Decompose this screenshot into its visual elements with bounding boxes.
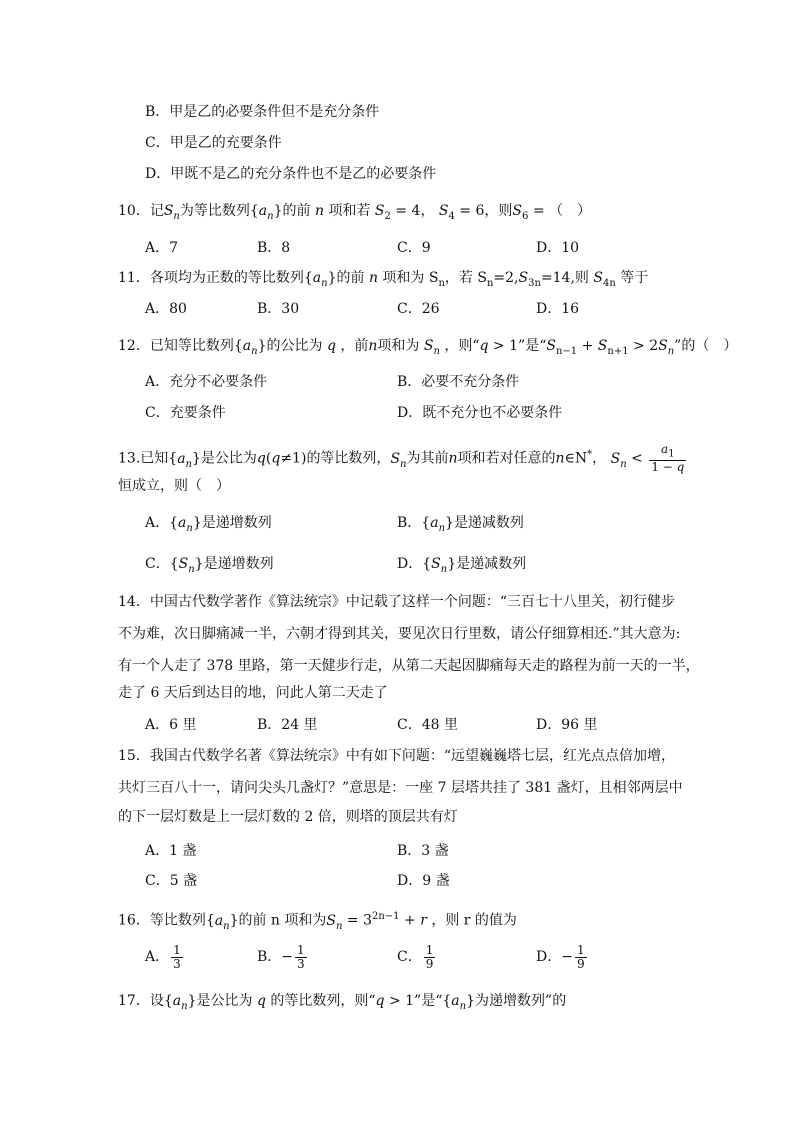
q16-stem: 16．等比数列$\{a_n\}$的前 n 项和为$S_n = 3^{2n-1} + r$ ，则 r 的值为 <box>118 911 517 932</box>
q13-stem: 13.已知$\{a_n\}$是公比为q(q≠1)的等比数列，$S_n$为其前n项和若对任意的n∈N*， $S_n$ < $\frac{a_1}{1 - q}$ <box>118 441 685 475</box>
q10-option-c: C．9 <box>397 240 431 256</box>
q14-line-4: 走了 6 天后到达目的地，问此人第二天走了 <box>118 685 388 701</box>
q16-option-d: D．− $\frac{1}{9}$ <box>536 942 585 971</box>
q14-line-3: 有一个人走了 378 里路，第一天健步行走，从第二天起因脚痛每天走的路程为前一天的一半， <box>118 658 700 674</box>
q12-option-a: A．充分不必要条件 <box>145 374 268 390</box>
q16-option-b: B．− $\frac{1}{3}$ <box>257 942 305 971</box>
q9-option-c: C．甲是乙的充要条件 <box>145 135 282 151</box>
q13-option-b: B．$\{a_n\}$是递减数列 <box>397 515 524 534</box>
q15-line-1: 15．我国古代数学名著《算法统宗》中有如下问题：“远望巍巍塔七层，红光点点倍加增， <box>118 748 675 764</box>
q16-option-a: A． $\frac{1}{3}$ <box>145 942 181 971</box>
q15-line-3: 的下一层灯数是上一层灯数的 2 倍，则塔的顶层共有灯 <box>118 809 458 825</box>
q11-stem: 11．各项均为正数的等比数列$\{a_n\}$的前 n 项和为 $S_n$，若 $S_n=2,S_{3n}=14$,则 $S_{4n}$ 等于 <box>118 270 649 289</box>
q11-option-c: C．26 <box>397 301 440 317</box>
q10-option-a: A．7 <box>145 240 179 256</box>
q14-option-b: B．24 里 <box>257 717 318 733</box>
q15-option-d: D．9 盏 <box>397 873 450 889</box>
q13-option-d: D．$\{S_n\}$是递减数列 <box>397 556 527 575</box>
q12-option-d: D．既不充分也不必要条件 <box>397 405 563 421</box>
q9-option-b: B．甲是乙的必要条件但不是充分条件 <box>145 104 380 120</box>
q15-option-a: A．1 盏 <box>145 843 197 859</box>
q14-line-1: 14．中国古代数学著作《算法统宗》中记载了这样一个问题：“三百七十八里关，初行健步 <box>118 594 675 610</box>
q11-option-a: A．80 <box>145 301 187 317</box>
q10-stem: 10．记$S_n$为等比数列$\{a_n\}$的前 n 项和若 $S_2 = 4$， $S_4 = 6$，则$S_6$ = （ ） <box>118 203 592 222</box>
q10-option-d: D．10 <box>536 240 580 256</box>
q11-option-d: D．16 <box>536 301 580 317</box>
q11-option-b: B．30 <box>257 301 300 317</box>
q14-option-a: A．6 里 <box>145 717 197 733</box>
q14-line-2: 不为难，次日脚痛减一半，六朝才得到其关，要见次日行里数，请公仔细算相还.”其大意为: <box>118 626 681 642</box>
q13-option-a: A．$\{a_n\}$是递增数列 <box>145 515 272 534</box>
q13-stem-tail: 恒成立，则（ ） <box>118 478 230 494</box>
q15-option-c: C．5 盏 <box>145 873 198 889</box>
q14-option-c: C．48 里 <box>397 717 458 733</box>
q12-option-c: C．充要条件 <box>145 405 226 421</box>
q17-stem: 17．设$\{a_n\}$是公比为 q 的等比数列，则“q > 1”是“$\{a_n\}$为递增数列”的 <box>118 993 567 1012</box>
q14-option-d: D．96 里 <box>536 717 598 733</box>
q13-option-c: C．$\{S_n\}$是递增数列 <box>145 556 274 575</box>
q12-option-b: B．必要不充分条件 <box>397 374 520 390</box>
q9-option-d: D．甲既不是乙的充分条件也不是乙的必要条件 <box>145 166 437 182</box>
q16-option-c: C． $\frac{1}{9}$ <box>397 942 434 971</box>
q12-stem: 12．已知等比数列$\{a_n\}$的公比为 q ，前n项和为 $S_n$ ，则“q > 1”是“$S_{n-1} + S_{n+1} > 2S_n$”的（ ） <box>118 338 738 357</box>
q15-option-b: B．3 盏 <box>397 843 449 859</box>
q15-line-2: 共灯三百八十一，请问尖头几盏灯？”意思是：一座 7 层塔共挂了 381 盏灯，且相邻两层中 <box>118 780 683 796</box>
q10-option-b: B．8 <box>257 240 291 256</box>
